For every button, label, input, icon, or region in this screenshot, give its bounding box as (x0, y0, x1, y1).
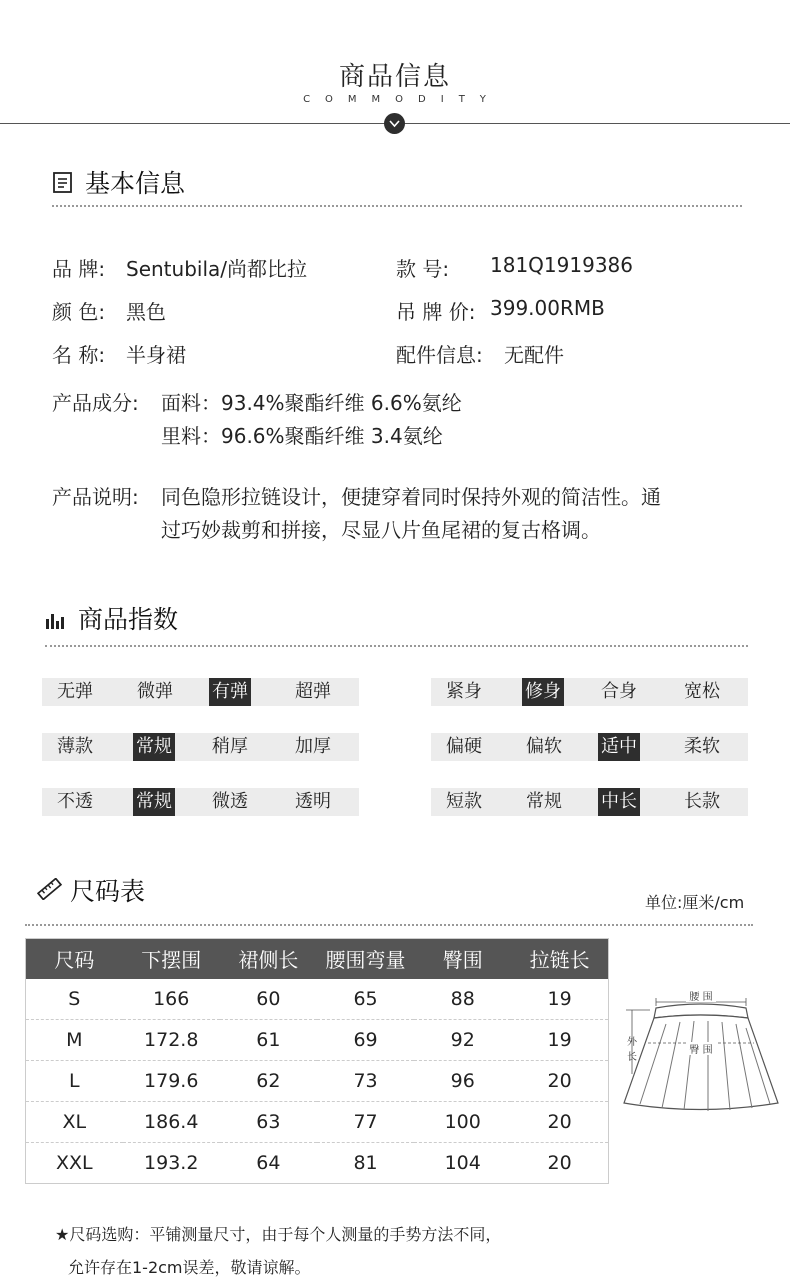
column-header: 裙侧长 (220, 939, 317, 979)
document-icon (53, 172, 72, 193)
table-cell: 19 (547, 987, 572, 1010)
table-cell: 92 (414, 1020, 511, 1061)
section-divider (52, 205, 742, 207)
index-option: 常规 (526, 791, 562, 812)
accessories-value: 无配件 (504, 343, 564, 367)
elasticity-index (42, 678, 359, 706)
length-label: 外 (627, 1037, 637, 1048)
index-option-selected: 常规 (133, 733, 175, 761)
index-option-selected: 常规 (133, 788, 175, 816)
unit-label: 单位:厘米/cm (645, 893, 745, 912)
size-table (25, 938, 609, 1184)
name-label: 名 称: (52, 343, 106, 367)
index-option: 加厚 (295, 736, 331, 757)
size-chart-heading: 尺码表 (70, 877, 146, 906)
table-cell: 20 (511, 1143, 608, 1184)
composition-label: 产品成分: (52, 391, 139, 415)
table-cell: 20 (511, 1061, 608, 1102)
softness-index (431, 733, 748, 761)
column-header: 臀围 (414, 939, 511, 979)
table-cell: 172.8 (123, 1020, 220, 1061)
table-cell: 19 (511, 1020, 608, 1061)
index-option-selected: 适中 (598, 733, 640, 761)
section-divider (45, 645, 748, 647)
table-cell: S (68, 987, 81, 1010)
color-label: 颜 色: (52, 300, 106, 324)
table-row (26, 979, 609, 1020)
table-cell: 100 (414, 1102, 511, 1143)
basic-info-heading: 基本信息 (85, 169, 186, 198)
column-header: 下摆围 (123, 939, 220, 979)
table-cell: 63 (220, 1102, 317, 1143)
size-note: ★尺码选购：平铺测量尺寸，由于每个人测量的手势方法不同， (55, 1225, 502, 1244)
index-option-selected: 有弹 (209, 678, 251, 706)
table-cell: 65 (353, 987, 378, 1010)
table-cell: XL (26, 1102, 123, 1143)
column-header: 尺码 (26, 939, 123, 979)
table-cell: 81 (317, 1143, 414, 1184)
table-cell: 179.6 (123, 1061, 220, 1102)
length-index (431, 788, 748, 816)
column-header: 拉链长 (511, 939, 608, 979)
table-row (26, 1061, 609, 1102)
index-option: 柔软 (684, 736, 720, 757)
table-cell: 193.2 (123, 1143, 220, 1184)
index-option: 偏硬 (446, 736, 482, 757)
table-row (26, 1143, 609, 1184)
transparency-index (42, 788, 359, 816)
brand-value: Sentubila/尚都比拉 (126, 257, 307, 281)
table-row (26, 1020, 609, 1061)
product-index-heading: 商品指数 (78, 605, 179, 634)
color-value: 黑色 (126, 300, 166, 324)
ruler-icon (37, 878, 62, 900)
description-line: 过巧妙裁剪和拼接，尽显八片鱼尾裙的复古格调。 (161, 518, 601, 542)
index-option: 微透 (212, 791, 248, 812)
table-cell: 96 (414, 1061, 511, 1102)
index-option-selected: 修身 (522, 678, 564, 706)
table-cell: 88 (450, 987, 475, 1010)
composition-line: 里料：96.6%聚酯纤维 3.4氨纶 (161, 424, 443, 448)
table-cell: L (26, 1061, 123, 1102)
table-row (26, 1102, 609, 1143)
hip-label: 臀 围 (689, 1045, 713, 1056)
table-cell: 69 (317, 1020, 414, 1061)
page-subtitle: COMMODITY (303, 94, 501, 105)
index-option: 无弹 (57, 681, 93, 702)
length-label: 长 (627, 1052, 637, 1063)
table-header-row (26, 939, 609, 979)
index-option-selected: 中长 (598, 788, 640, 816)
index-option: 合身 (601, 681, 637, 702)
table-cell: M (26, 1020, 123, 1061)
skirt-measure-diagram (620, 988, 782, 1118)
brand-label: 品 牌: (52, 257, 106, 281)
index-option: 稍厚 (212, 736, 248, 757)
index-option: 偏软 (526, 736, 562, 757)
composition-line: 面料：93.4%聚酯纤维 6.6%氨纶 (161, 391, 462, 415)
table-cell: XXL (26, 1143, 123, 1184)
page-title: 商品信息 (338, 62, 451, 92)
index-option: 薄款 (57, 736, 93, 757)
table-cell: 77 (317, 1102, 414, 1143)
table-cell: 20 (511, 1102, 608, 1143)
table-cell: 62 (220, 1061, 317, 1102)
index-option: 透明 (295, 791, 331, 812)
style-no-value: 181Q1919386 (490, 253, 633, 277)
table-cell: 61 (220, 1020, 317, 1061)
thickness-index (42, 733, 359, 761)
table-cell: 166 (153, 987, 190, 1010)
index-option: 长款 (684, 791, 720, 812)
table-cell: 64 (220, 1143, 317, 1184)
table-cell: 60 (256, 987, 281, 1010)
fit-index (431, 678, 748, 706)
chevron-down-icon (384, 113, 405, 134)
bar-chart-icon (45, 611, 65, 629)
tag-price-value: 399.00RMB (490, 296, 605, 320)
size-note: 允许存在1-2cm误差，敬请谅解。 (68, 1258, 311, 1277)
table-cell: 104 (414, 1143, 511, 1184)
index-option: 宽松 (684, 681, 720, 702)
index-option: 超弹 (295, 681, 331, 702)
index-option: 短款 (446, 791, 482, 812)
index-option: 不透 (57, 791, 93, 812)
index-option: 紧身 (446, 681, 482, 702)
description-line: 同色隐形拉链设计，便捷穿着同时保持外观的简洁性。通 (161, 485, 661, 509)
name-value: 半身裙 (126, 343, 186, 367)
column-header: 腰围弯量 (317, 939, 414, 979)
section-divider (25, 924, 753, 926)
table-cell: 186.4 (123, 1102, 220, 1143)
style-no-label: 款 号: (396, 257, 450, 281)
description-label: 产品说明: (52, 485, 139, 509)
index-option: 微弹 (137, 681, 173, 702)
tag-price-label: 吊 牌 价: (396, 300, 476, 324)
waist-label: 腰 围 (689, 992, 713, 1003)
table-cell: 73 (317, 1061, 414, 1102)
accessories-label: 配件信息: (396, 343, 483, 367)
